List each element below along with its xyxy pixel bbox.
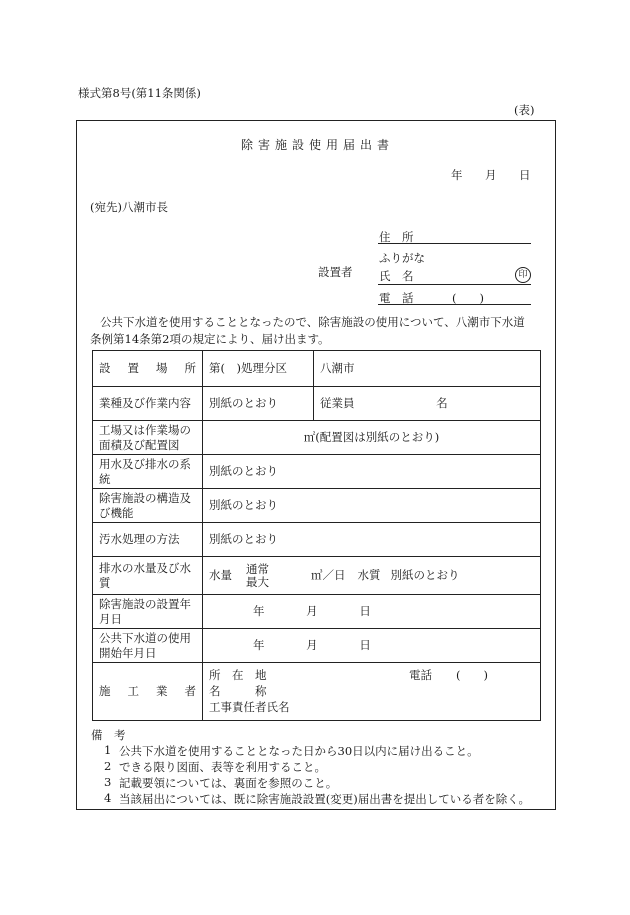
employees-label: 従業員 bbox=[320, 396, 355, 410]
structure-value: 別紙のとおり bbox=[203, 489, 541, 523]
date-month: 月 bbox=[485, 168, 497, 182]
body-text-line2: 条例第14条第2項の規定により、届け出ます。 bbox=[90, 332, 330, 346]
discharge-unit: ㎥／日 bbox=[311, 568, 346, 582]
install-year: 年 bbox=[253, 604, 265, 618]
note-4-num: 4 bbox=[104, 791, 112, 805]
install-date-value bbox=[203, 595, 541, 629]
address-line bbox=[378, 243, 531, 244]
row-treatment bbox=[93, 523, 541, 557]
discharge-normal: 通常 bbox=[246, 561, 269, 576]
label-install-date: 除害施設の設置年月日 bbox=[93, 595, 203, 629]
label-water-system: 用水及び排水の系統 bbox=[93, 455, 203, 489]
discharge-normal-max bbox=[246, 563, 269, 589]
note-3-num: 3 bbox=[104, 775, 112, 789]
label-location bbox=[93, 351, 203, 387]
row-start-date bbox=[93, 629, 541, 663]
label-char: 所 bbox=[184, 361, 196, 375]
contractor-name: 名 称 bbox=[209, 683, 267, 698]
label-char: 者 bbox=[184, 684, 196, 698]
form-title: 除害施設使用届出書 bbox=[241, 138, 395, 152]
details-table bbox=[92, 350, 541, 721]
furigana-label: ふりがな bbox=[379, 251, 425, 265]
side-label: (表) bbox=[514, 103, 535, 117]
contractor-phone: 電話 bbox=[409, 667, 432, 682]
contractor-address: 所 在 地 bbox=[209, 667, 267, 682]
note-3-text: 記載要領については、裏面を参照のこと。 bbox=[119, 776, 338, 790]
label-discharge: 排水の水量及び水質 bbox=[93, 557, 203, 595]
employees-unit: 名 bbox=[436, 396, 448, 410]
discharge-quality-label: 水質 bbox=[357, 568, 381, 582]
applicant-label: 設置者 bbox=[318, 265, 353, 279]
discharge-value bbox=[203, 557, 541, 595]
label-structure: 除害施設の構造及び機能 bbox=[93, 489, 203, 523]
install-month: 月 bbox=[306, 604, 318, 618]
name-line bbox=[378, 284, 531, 285]
row-location bbox=[93, 351, 541, 387]
discharge-content bbox=[209, 563, 534, 589]
addressee: (宛先)八潮市長 bbox=[90, 200, 168, 214]
label-char: 置 bbox=[127, 361, 139, 375]
label-char: 業 bbox=[156, 684, 168, 698]
contractor-phone-paren: ( ) bbox=[456, 667, 488, 682]
note-1-text: 公共下水道を使用することとなった日から30日以内に届け出ること。 bbox=[119, 744, 479, 758]
note-4-text: 当該届出については、既に除害施設設置(変更)届出書を提出している者を除く。 bbox=[119, 792, 531, 806]
form-number: 様式第8号(第11条関係) bbox=[78, 86, 201, 100]
discharge-volume-label: 水量 bbox=[209, 568, 232, 582]
treatment-value: 別紙のとおり bbox=[203, 523, 541, 557]
body-text-line1: 公共下水道を使用することとなったので、除害施設の使用について、八潮市下水道 bbox=[100, 315, 525, 329]
row-discharge bbox=[93, 557, 541, 595]
row-water-system bbox=[93, 455, 541, 489]
start-date-value bbox=[203, 629, 541, 663]
applicant-phone-label: 電 話 bbox=[379, 291, 414, 305]
label-contractor bbox=[93, 663, 203, 721]
applicant-address-label: 住 所 bbox=[379, 230, 414, 244]
label-business: 業種及び作業内容 bbox=[93, 387, 203, 421]
date-year: 年 bbox=[451, 168, 463, 182]
label-char: 工 bbox=[127, 684, 139, 698]
note-2-num: 2 bbox=[104, 759, 112, 773]
applicant-phone-paren: ( ) bbox=[452, 291, 484, 305]
row-business bbox=[93, 387, 541, 421]
business-employees bbox=[314, 387, 541, 421]
notes-heading: 備 考 bbox=[91, 728, 126, 742]
label-treatment: 汚水処理の方法 bbox=[93, 523, 203, 557]
start-year: 年 bbox=[253, 638, 265, 652]
applicant-name-label: 氏 名 bbox=[379, 269, 414, 283]
contractor-label-text bbox=[99, 684, 196, 699]
note-1-num: 1 bbox=[104, 743, 112, 757]
start-day: 日 bbox=[359, 638, 371, 652]
business-value: 別紙のとおり bbox=[203, 387, 314, 421]
seal-icon: 印 bbox=[515, 267, 531, 283]
location-district: 第( )処理分区 bbox=[203, 351, 314, 387]
row-install-date bbox=[93, 595, 541, 629]
discharge-max: 最大 bbox=[246, 574, 269, 589]
contractor-value bbox=[203, 663, 541, 721]
discharge-quality-value: 別紙のとおり bbox=[390, 568, 460, 582]
location-label-text bbox=[99, 361, 196, 376]
contractor-supervisor: 工事責任者氏名 bbox=[209, 699, 290, 714]
label-char: 設 bbox=[99, 361, 111, 375]
row-area bbox=[93, 421, 541, 455]
row-structure bbox=[93, 489, 541, 523]
contractor-content bbox=[209, 667, 534, 717]
date-day: 日 bbox=[519, 168, 531, 182]
row-contractor bbox=[93, 663, 541, 721]
note-2-text: できる限り図面、表等を利用すること。 bbox=[119, 760, 326, 774]
label-char: 施 bbox=[99, 684, 111, 698]
label-area: 工場又は作業場の面積及び配置図 bbox=[93, 421, 203, 455]
water-system-value: 別紙のとおり bbox=[203, 455, 541, 489]
area-value: ㎡(配置図は別紙のとおり) bbox=[203, 421, 541, 455]
label-start-date: 公共下水道の使用開始年月日 bbox=[93, 629, 203, 663]
label-char: 場 bbox=[156, 361, 168, 375]
location-city: 八潮市 bbox=[314, 351, 541, 387]
phone-line bbox=[378, 304, 531, 305]
start-month: 月 bbox=[306, 638, 318, 652]
install-day: 日 bbox=[359, 604, 371, 618]
